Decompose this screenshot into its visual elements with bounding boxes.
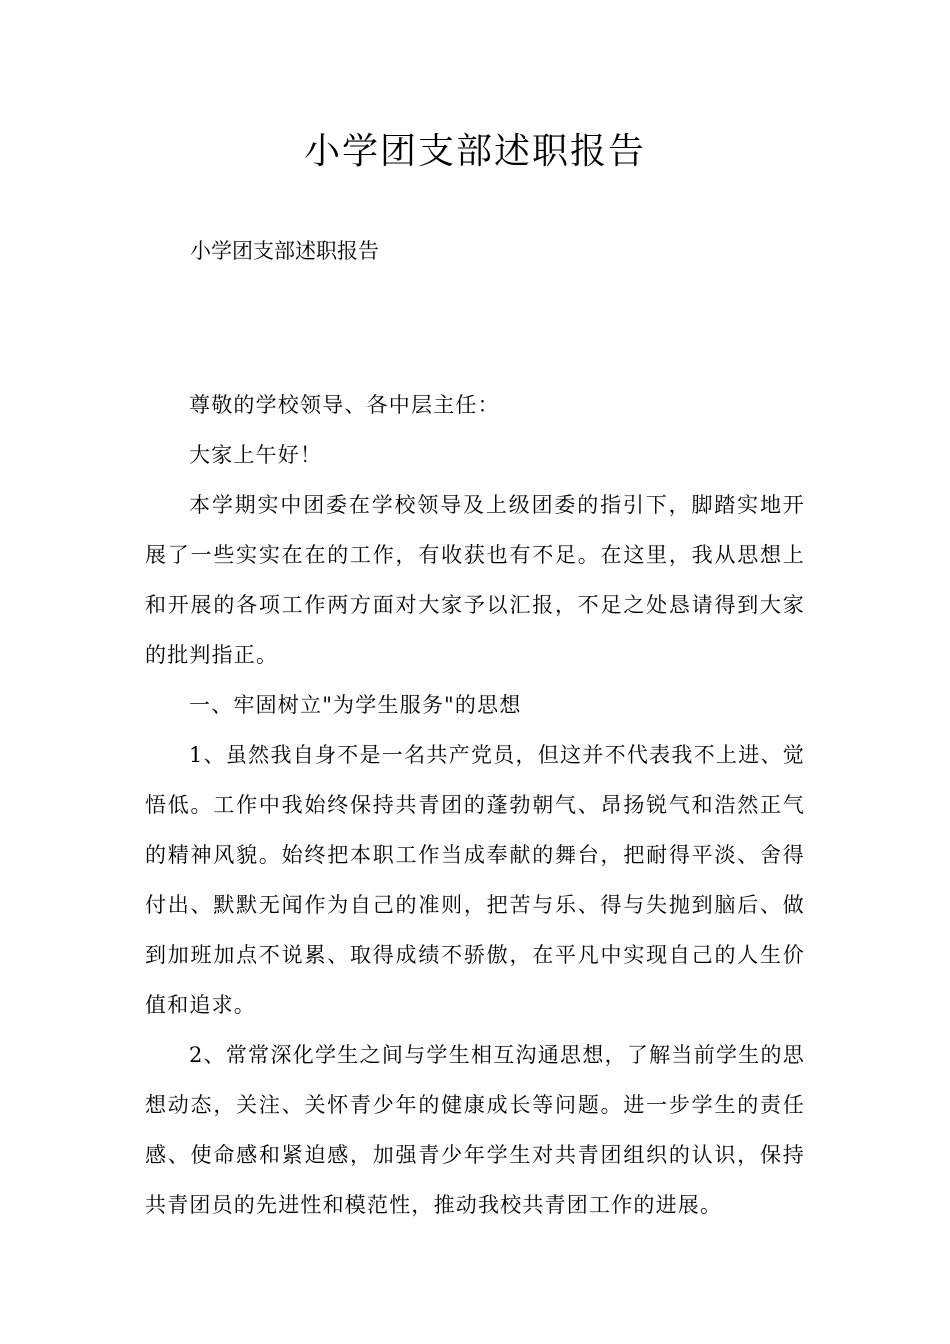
document-body — [145, 380, 805, 1230]
intro-paragraph: 本学期实中团委在学校领导及上级团委的指引下，脚踏实地开展了一些实实在在的工作，有收获也有不足。在这里，我从思想上和开展的各项工作两方面对大家予以汇报，不足之处恳请得到大家的批判指正。 — [145, 493, 805, 667]
salutation: 尊敬的学校领导、各中层主任： — [189, 393, 500, 417]
document-subtitle: 小学团支部述职报告 — [190, 239, 379, 263]
greeting: 大家上午好！ — [189, 443, 323, 467]
document-title: 小学团支部述职报告 — [303, 131, 646, 172]
paragraph-item-1: 1、虽然我自身不是一名共产党员，但这并不代表我不上进、觉悟低。工作中我始终保持共青团的蓬勃朝气、昂扬锐气和浩然正气的精神风貌。始终把本职工作当成奉献的舞台，把耐得平淡、舍得付出、默默无闻作为自己的准则，把苦与乐、得与失抛到脑后、做到加班加点不说累、取得成绩不骄傲，在平凡中实现自己的人生价值和追求。 — [145, 743, 805, 1017]
section-heading: 一、牢固树立"为学生服务"的思想 — [189, 693, 522, 717]
paragraph-item-2: 2、常常深化学生之间与学生相互沟通思想，了解当前学生的思想动态，关注、关怀青少年的健康成长等问题。进一步学生的责任感、使命感和紧迫感，加强青少年学生对共青团组织的认识，保持共青团员的先进性和模范性，推动我校共青团工作的进展。 — [145, 1043, 805, 1217]
